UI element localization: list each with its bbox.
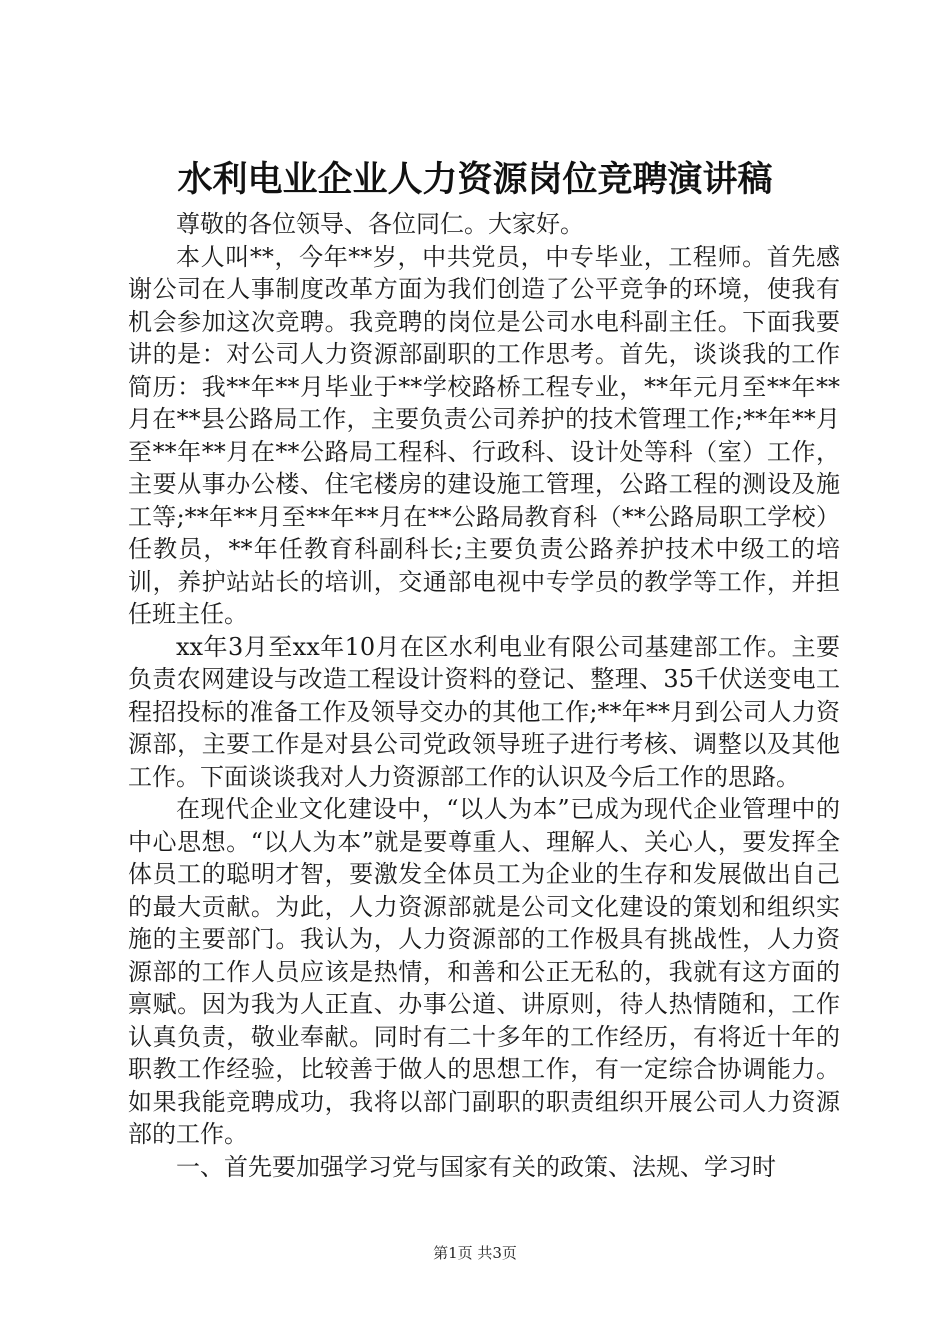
paragraph-introduction: 本人叫**，今年**岁，中共党员，中专毕业，工程师。首先感谢公司在人事制度改革方面为我们创造了公平竞争的环境，使我有机会参加这次竞聘。我竞聘的岗位是公司水电科副主任。下面我要讲的是：对公司人力资源部副职的工作思考。首先，谈谈我的工作简历：我**年**月毕业于**学校路桥工程专业，**年元月至**年**月在**县公路局工作，主要负责公司养护的技术管理工作;**年**月至**年**月在**公路局工程科、行政科、设计处等科（室）工作，主要从事办公楼、住宅楼房的建设施工管理，公路工程的测设及施工等;**年**月至**年**月在**公路局教育科（**公路局职工学校）任教员，**年任教育科副科长;主要负责公路养护技术中级工的培训，养护站站长的培训，交通部电视中专学员的教学等工作，并担任班主任。 [128,242,840,628]
document-title: 水利电业企业人力资源岗位竞聘演讲稿 [177,159,773,200]
page-footer: 第1页 共3页 [433,1244,517,1262]
paragraph-hr-philosophy: 在现代企业文化建设中，“以人为本”已成为现代企业管理中的中心思想。“以人为本”就是要尊重人、理解人、关心人，要发挥全体员工的聪明才智，要激发全体员工为企业的生存和发展做出自己的最大贡献。为此，人力资源部就是公司文化建设的策划和组织实施的主要部门。我认为，人力资源部的工作极具有挑战性，人力资源部的工作人员应该是热情，和善和公正无私的，我就有这方面的禀赋。因为我为人正直、办事公道、讲原则，待人热情随和，工作认真负责，敬业奉献。同时有二十多年的工作经历，有将近十年的职教工作经验，比较善于做人的思想工作，有一定综合协调能力。如果我能竞聘成功，我将以部门副职的职责组织开展公司人力资源部的工作。 [128,795,840,1148]
paragraph-work-history: xx年3月至xx年10月在区水利电业有限公司基建部工作。主要负责农网建设与改造工程设计资料的登记、整理、35千伏送变电工程招投标的准备工作及领导交办的其他工作;**年**月到公司人力资源部，主要工作是对县公司党政领导班子进行考核、调整以及其他工作。下面谈谈我对人力资源部工作的认识及今后工作的思路。 [128,632,840,791]
paragraph-greeting: 尊敬的各位领导、各位同仁。大家好。 [176,210,584,238]
paragraph-first-point: 一、首先要加强学习党与国家有关的政策、法规、学习时 [176,1152,776,1181]
document-body [128,208,840,1183]
